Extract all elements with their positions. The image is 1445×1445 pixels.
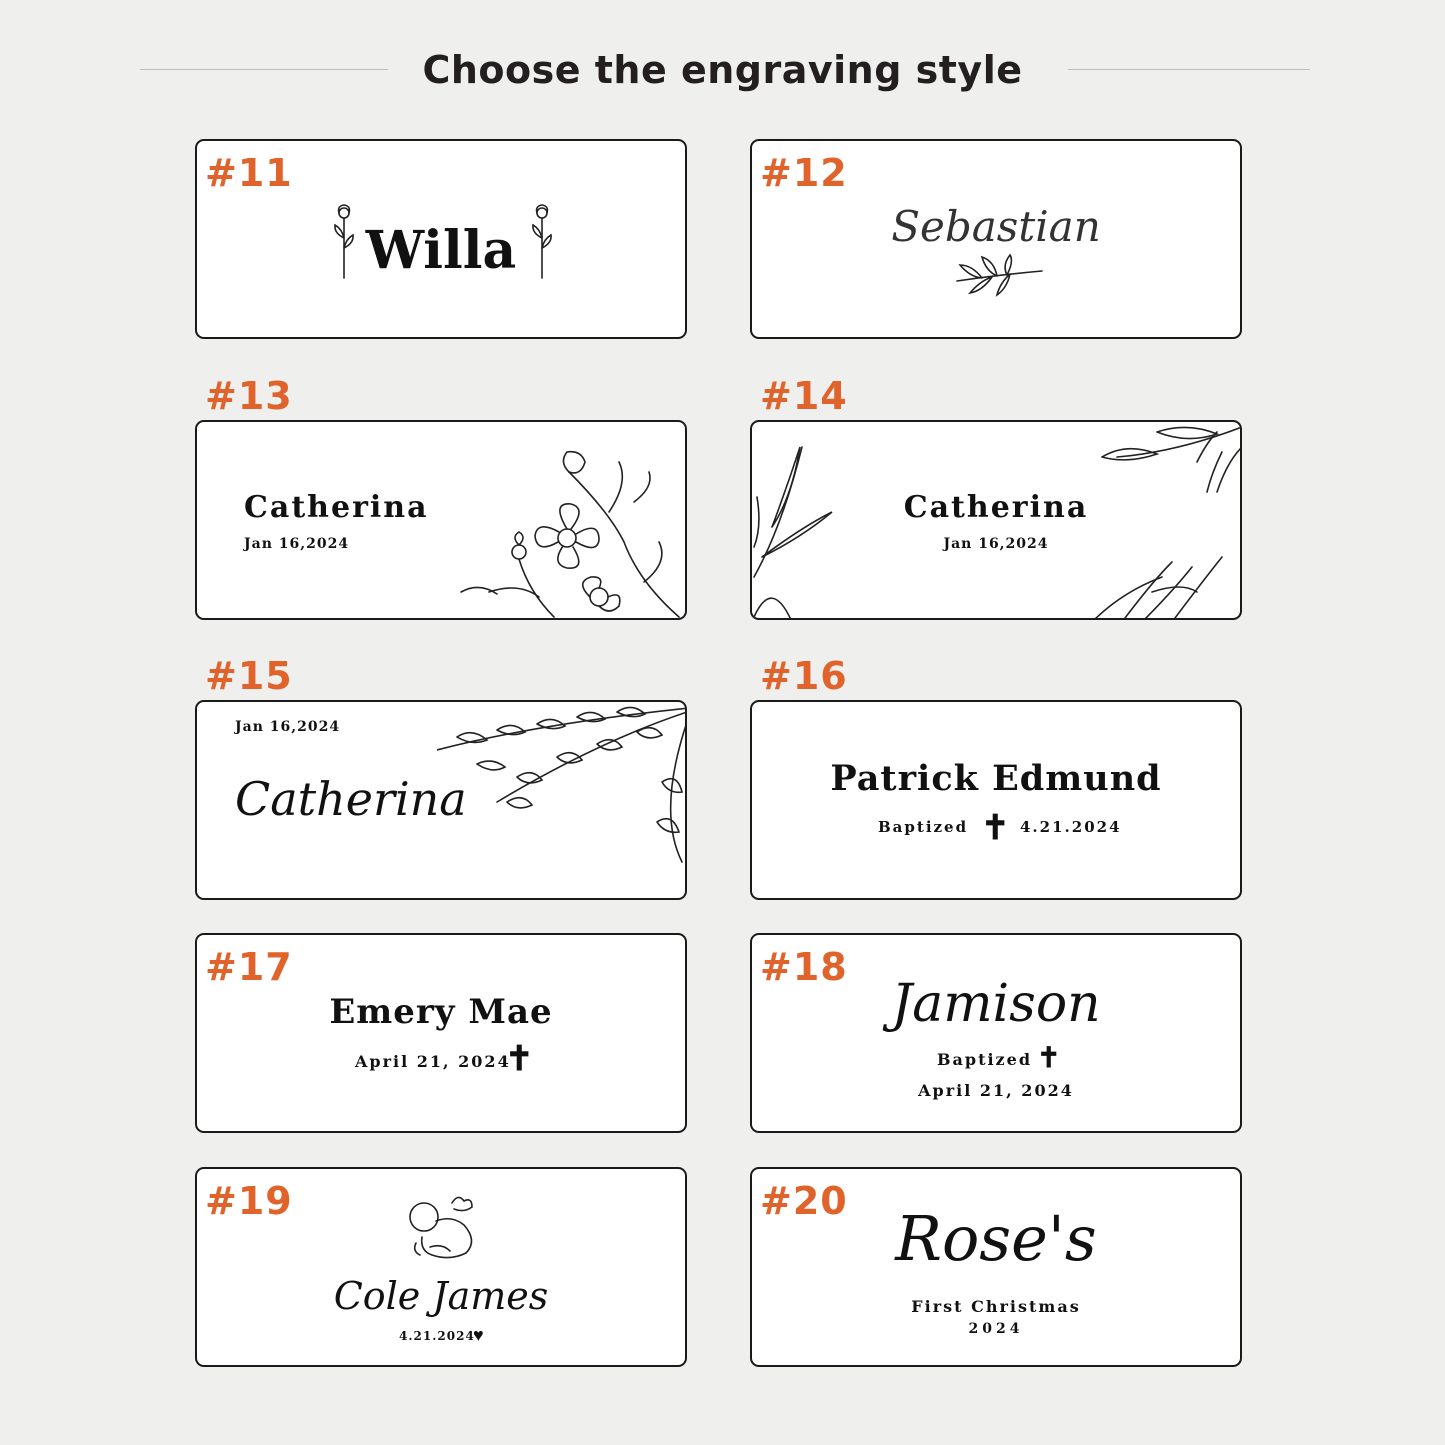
engraving-name: Catherina (244, 490, 429, 525)
engraving-name: Willa (365, 220, 517, 281)
engraving-line1: Baptized (937, 1050, 1032, 1069)
engraving-name: Cole James (333, 1274, 549, 1318)
style-number: #17 (205, 945, 293, 989)
style-card-20[interactable] (750, 1167, 1242, 1367)
flower-stem-icon (527, 203, 557, 283)
engraving-name: Emery Mae (329, 992, 553, 1032)
style-card-18[interactable] (750, 933, 1242, 1133)
engraving-name: Jamison (891, 974, 1101, 1034)
style-card-11[interactable] (195, 139, 687, 339)
engraving-line1: First Christmas (911, 1297, 1081, 1316)
style-number: #15 (205, 654, 293, 698)
style-card-16[interactable] (750, 700, 1242, 900)
flower-bouquet-icon (459, 442, 687, 620)
header-divider-right (1068, 69, 1310, 70)
engraving-label: Baptized (878, 818, 969, 836)
baby-icon (402, 1193, 487, 1263)
engraving-name: Patrick Edmund (830, 758, 1162, 799)
style-number: #20 (760, 1179, 848, 1223)
engraving-name: Rose's (895, 1202, 1097, 1275)
engraving-date: Jan 16,2024 (943, 536, 1049, 552)
style-number: #11 (205, 151, 293, 195)
engraving-date: Jan 16,2024 (244, 536, 350, 552)
style-card-19[interactable] (195, 1167, 687, 1367)
leaf-branch-icon (952, 253, 1052, 298)
engraving-date: 4.21.2024 (399, 1329, 475, 1343)
leaf-corner-icon (752, 437, 842, 620)
style-card-12[interactable] (750, 139, 1242, 339)
style-number: #14 (760, 374, 848, 418)
engraving-line2: 2024 (968, 1321, 1024, 1337)
heart-icon: ♥ (473, 1325, 484, 1345)
engraving-name: Catherina (235, 772, 467, 826)
style-number: #13 (205, 374, 293, 418)
engraving-name: Sebastian (891, 202, 1101, 251)
cross-icon: ✝ (1037, 1041, 1061, 1074)
style-card-17[interactable] (195, 933, 687, 1133)
leaf-corner-icon (1097, 422, 1242, 497)
style-card-13[interactable] (195, 420, 687, 620)
page-title: Choose the engraving style (422, 48, 1023, 92)
style-card-15[interactable] (195, 700, 687, 900)
engraving-date: 4.21.2024 (1020, 818, 1122, 836)
style-number: #19 (205, 1179, 293, 1223)
style-number: #18 (760, 945, 848, 989)
style-number: #12 (760, 151, 848, 195)
style-number: #16 (760, 654, 848, 698)
engraving-name: Catherina (903, 490, 1089, 525)
cross-icon: ✝ (505, 1039, 534, 1079)
leaf-corner-icon (1082, 552, 1232, 620)
engraving-line2: April 21, 2024 (918, 1081, 1074, 1100)
cross-icon: ✝ (981, 808, 1010, 848)
style-card-14[interactable] (750, 420, 1242, 620)
engraving-date: Jan 16,2024 (235, 719, 341, 735)
vine-icon (437, 702, 687, 872)
engraving-date: April 21, 2024 (355, 1052, 511, 1071)
